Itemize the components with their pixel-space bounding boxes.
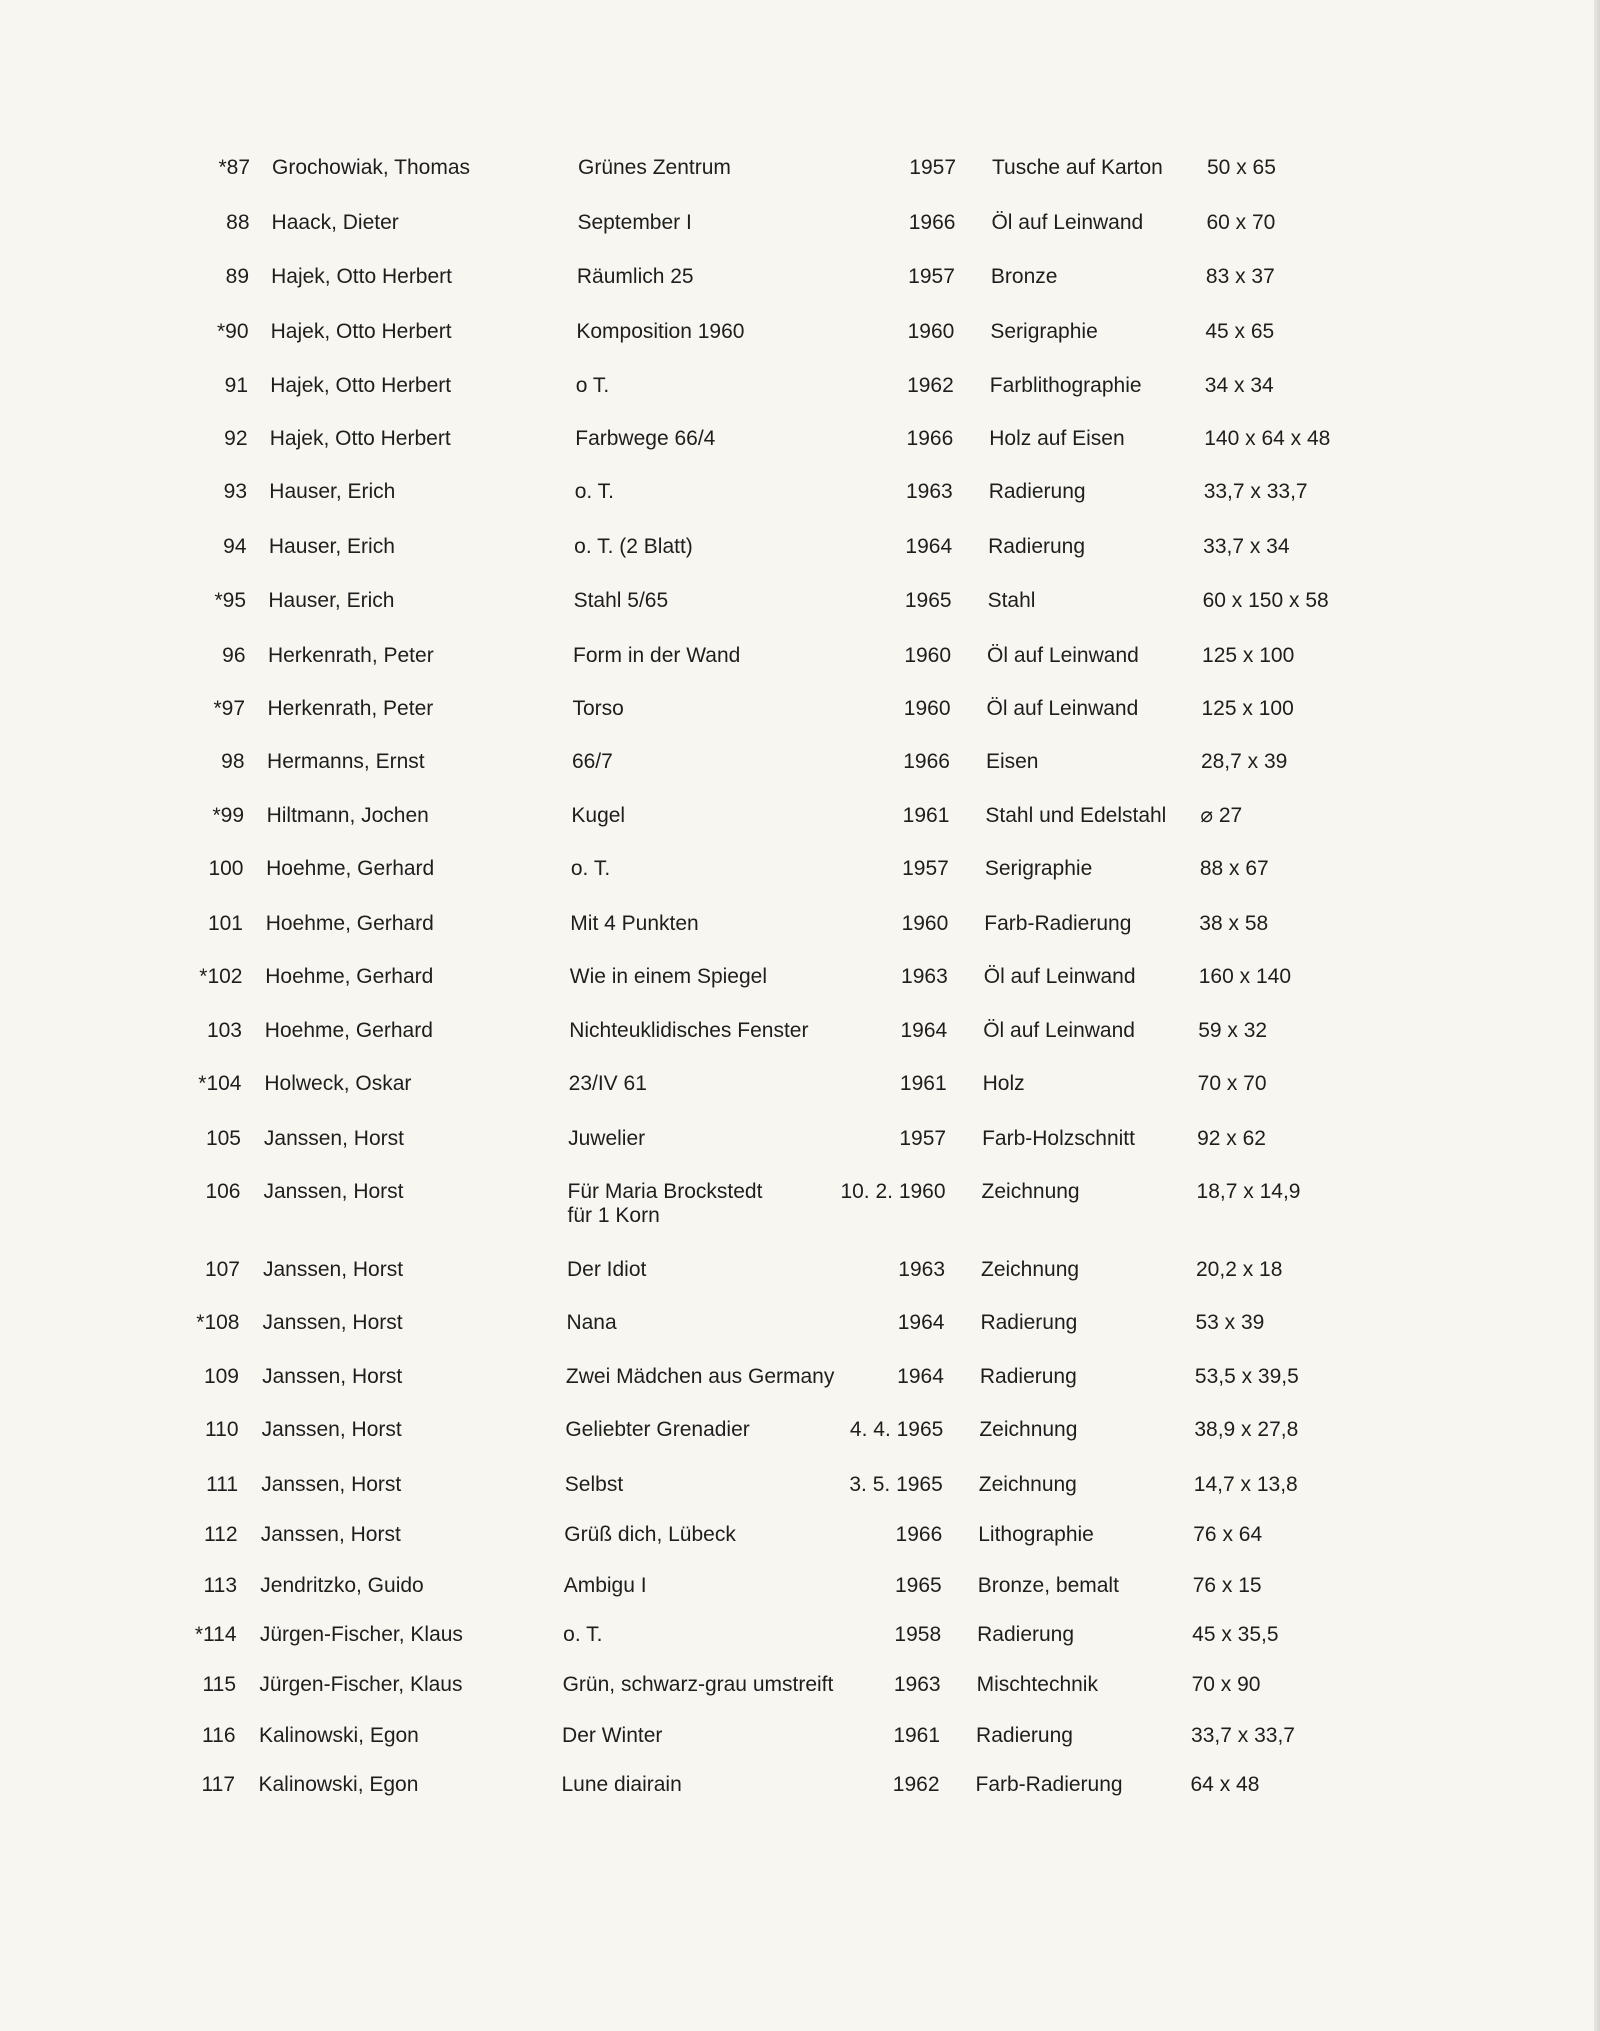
technique: Zeichnung xyxy=(981,1179,1080,1203)
catalog-entry xyxy=(0,1672,1600,1702)
artist-name: Hoehme, Gerhard xyxy=(266,857,435,881)
technique: Radierung xyxy=(977,1622,1075,1646)
dimensions: 70 x 90 xyxy=(1191,1673,1261,1697)
work-title: Stahl 5/65 xyxy=(573,589,669,613)
catalog-entry xyxy=(0,1417,1600,1447)
technique: Zeichnung xyxy=(979,1418,1078,1442)
technique: Radierung xyxy=(988,534,1086,558)
catalog-entry xyxy=(0,1772,1600,1802)
artist-name: Hauser, Erich xyxy=(268,589,395,613)
artist-name: Janssen, Horst xyxy=(260,1523,401,1547)
technique: Farb-Holzschnitt xyxy=(982,1126,1135,1150)
artist-name: Hauser, Erich xyxy=(268,534,395,558)
dimensions: 45 x 35,5 xyxy=(1192,1622,1279,1646)
catalog-entry xyxy=(0,1310,1600,1340)
artist-name: Herkenrath, Peter xyxy=(267,696,434,720)
technique: Stahl xyxy=(987,589,1036,613)
technique: Holz auf Eisen xyxy=(989,427,1125,451)
dimensions: 64 x 48 xyxy=(1190,1773,1260,1797)
catalog-entry xyxy=(0,1257,1600,1287)
artist-name: Jürgen-Fischer, Klaus xyxy=(259,1622,463,1646)
technique: Radierung xyxy=(976,1723,1073,1747)
catalog-entry xyxy=(0,749,1600,779)
dimensions: 53 x 39 xyxy=(1195,1310,1265,1334)
entry-number: 91 xyxy=(224,374,248,398)
dimensions: 20,2 x 18 xyxy=(1196,1257,1283,1281)
entry-number: *87 xyxy=(218,156,250,180)
artist-name: Janssen, Horst xyxy=(263,1179,404,1203)
work-title: 66/7 xyxy=(571,749,613,773)
entry-number: *114 xyxy=(194,1622,237,1646)
dimensions: 33,7 x 33,7 xyxy=(1203,480,1308,504)
work-title: Der Idiot xyxy=(567,1257,647,1281)
work-title: September I xyxy=(577,210,692,234)
artist-name: Janssen, Horst xyxy=(263,1126,404,1150)
dimensions: 50 x 65 xyxy=(1207,156,1276,180)
catalog-entry xyxy=(0,373,1600,403)
work-title: Selbst xyxy=(564,1472,624,1496)
technique: Bronze, bemalt xyxy=(977,1573,1119,1597)
artist-name: Janssen, Horst xyxy=(263,1257,404,1281)
artist-name: Jürgen-Fischer, Klaus xyxy=(259,1673,463,1697)
artist-name: Hajek, Otto Herbert xyxy=(269,427,451,451)
catalog-entry xyxy=(0,426,1600,456)
work-year: 1957 xyxy=(899,1126,947,1150)
entry-number: *108 xyxy=(196,1310,240,1334)
catalog-entry xyxy=(0,1472,1600,1502)
work-year: 1957 xyxy=(909,156,956,180)
work-title: Geliebter Grenadier xyxy=(565,1418,750,1442)
catalog-entry xyxy=(0,1622,1600,1652)
artist-name: Hiltmann, Jochen xyxy=(266,804,429,828)
catalog-entry xyxy=(0,964,1600,994)
work-title: Zwei Mädchen aus Germany xyxy=(565,1365,835,1389)
work-year: 1960 xyxy=(901,911,949,935)
artist-name: Hermanns, Ernst xyxy=(267,749,425,773)
entry-number: 94 xyxy=(223,534,247,558)
work-title: Grünes Zentrum xyxy=(578,156,731,180)
catalog-entry xyxy=(0,856,1600,886)
entry-number: 105 xyxy=(205,1126,241,1150)
artist-name: Hoehme, Gerhard xyxy=(265,964,434,988)
dimensions: 18,7 x 14,9 xyxy=(1196,1179,1301,1203)
work-title: Torso xyxy=(572,696,624,720)
technique: Serigraphie xyxy=(990,319,1098,343)
catalog-entry xyxy=(0,1126,1600,1156)
entry-number: 96 xyxy=(222,643,246,667)
artist-name: Holweck, Oskar xyxy=(264,1072,412,1096)
work-year: 1960 xyxy=(904,643,952,667)
work-year: 1963 xyxy=(901,964,948,988)
entry-number: 89 xyxy=(225,265,249,289)
catalog-entry xyxy=(0,155,1600,185)
dimensions: 53,5 x 39,5 xyxy=(1194,1365,1299,1389)
dimensions: 38,9 x 27,8 xyxy=(1194,1418,1299,1442)
dimensions: 160 x 140 xyxy=(1198,964,1291,988)
entry-number: 92 xyxy=(224,427,248,451)
work-title: Juwelier xyxy=(568,1126,646,1150)
work-title: Nichteuklidisches Fenster xyxy=(569,1019,809,1043)
work-year: 1962 xyxy=(907,374,954,398)
catalog-entry xyxy=(0,1018,1600,1048)
work-year: 1963 xyxy=(898,1257,945,1281)
entry-number: 107 xyxy=(204,1257,240,1281)
work-year: 1961 xyxy=(899,1072,947,1096)
work-year: 1965 xyxy=(904,589,952,613)
artist-name: Jendritzko, Guido xyxy=(260,1573,424,1597)
technique: Lithographie xyxy=(978,1523,1094,1547)
entry-number: 111 xyxy=(206,1472,238,1496)
entry-number: *99 xyxy=(212,804,244,828)
dimensions: 59 x 32 xyxy=(1198,1019,1268,1043)
work-year: 1957 xyxy=(908,265,955,289)
artist-name: Herkenrath, Peter xyxy=(267,643,434,667)
work-title: Grüß dich, Lübeck xyxy=(564,1523,736,1547)
work-title: Lune diairain xyxy=(561,1773,682,1797)
technique: Radierung xyxy=(979,1365,1077,1389)
catalog-entry xyxy=(0,479,1600,509)
work-title: Ambigu I xyxy=(563,1573,647,1597)
work-year: 1966 xyxy=(908,210,956,234)
dimensions: 33,7 x 33,7 xyxy=(1191,1723,1295,1747)
work-year: 1963 xyxy=(893,1673,941,1697)
entry-number: 117 xyxy=(201,1773,235,1797)
technique: Farb-Radierung xyxy=(984,911,1132,935)
catalog-entry xyxy=(0,1364,1600,1394)
work-year: 1957 xyxy=(902,857,949,881)
technique: Zeichnung xyxy=(981,1257,1080,1281)
dimensions: 38 x 58 xyxy=(1199,911,1269,935)
dimensions: 88 x 67 xyxy=(1199,857,1269,881)
artist-name: Hauser, Erich xyxy=(269,480,396,504)
artist-name: Haack, Dieter xyxy=(271,210,399,234)
work-year: 1966 xyxy=(903,749,950,773)
dimensions: 14,7 x 13,8 xyxy=(1193,1472,1298,1496)
entry-number: *95 xyxy=(214,589,246,613)
entry-number: *90 xyxy=(216,319,249,343)
catalog-entry xyxy=(0,1071,1600,1101)
entry-number: *102 xyxy=(199,964,243,988)
work-title: 23/IV 61 xyxy=(568,1072,647,1096)
dimensions: 125 x 100 xyxy=(1202,643,1295,667)
work-title: o. T. xyxy=(570,857,611,881)
artist-name: Janssen, Horst xyxy=(262,1310,403,1334)
work-title: o T. xyxy=(575,374,610,398)
artist-name: Kalinowski, Egon xyxy=(258,1773,419,1797)
technique: Zeichnung xyxy=(978,1472,1077,1496)
entry-number: *104 xyxy=(198,1072,242,1096)
work-year: 1964 xyxy=(905,534,953,558)
catalog-entry xyxy=(0,643,1600,673)
artist-name: Janssen, Horst xyxy=(261,1472,402,1496)
entry-number: 113 xyxy=(203,1573,237,1597)
catalog-entry xyxy=(0,210,1600,240)
work-year: 1962 xyxy=(892,1773,940,1797)
technique: Radierung xyxy=(988,480,1086,504)
catalog-entry xyxy=(0,1723,1600,1753)
work-year: 1958 xyxy=(894,1622,942,1646)
entry-number: *97 xyxy=(213,696,245,720)
dimensions: 76 x 64 xyxy=(1193,1523,1263,1547)
work-title: Form in der Wand xyxy=(573,643,741,667)
artist-name: Hoehme, Gerhard xyxy=(264,1019,433,1043)
technique: Holz xyxy=(982,1072,1025,1096)
catalog-entry xyxy=(0,319,1600,349)
work-year: 10. 2. 1960 xyxy=(840,1179,946,1203)
work-title: Grün, schwarz-grau umstreift xyxy=(562,1673,834,1697)
work-title: Der Winter xyxy=(562,1723,663,1747)
entry-number: 88 xyxy=(226,210,250,234)
catalog-entry xyxy=(0,1573,1600,1603)
work-year: 3. 5. 1965 xyxy=(849,1472,943,1496)
dimensions: 125 x 100 xyxy=(1201,696,1294,720)
work-title: Nana xyxy=(566,1310,617,1334)
catalog-entry xyxy=(0,588,1600,618)
technique: Serigraphie xyxy=(984,857,1093,881)
technique: Öl auf Leinwand xyxy=(987,643,1139,667)
technique: Stahl und Edelstahl xyxy=(985,804,1167,828)
entry-number: 100 xyxy=(208,857,244,881)
dimensions: 70 x 70 xyxy=(1197,1072,1267,1096)
dimensions: 60 x 70 xyxy=(1206,210,1276,234)
technique: Öl auf Leinwand xyxy=(983,1019,1135,1043)
work-title: Komposition 1960 xyxy=(576,319,745,343)
work-title: Farbwege 66/4 xyxy=(575,427,716,451)
technique: Radierung xyxy=(980,1310,1078,1334)
work-title: Wie in einem Spiegel xyxy=(569,964,768,988)
dimensions: ⌀ 27 xyxy=(1200,804,1243,828)
dimensions: 45 x 65 xyxy=(1205,319,1275,343)
artist-name: Janssen, Horst xyxy=(262,1365,403,1389)
work-year: 1960 xyxy=(903,696,951,720)
work-title-line2: für 1 Korn xyxy=(567,1203,660,1227)
catalog-entry xyxy=(0,1522,1600,1552)
entry-number: 106 xyxy=(205,1179,241,1203)
technique: Farblithographie xyxy=(989,374,1142,398)
catalog-entry xyxy=(0,1179,1600,1227)
work-year: 1964 xyxy=(897,1365,944,1389)
technique: Tusche auf Karton xyxy=(992,156,1163,180)
dimensions: 34 x 34 xyxy=(1204,374,1274,398)
work-title: Kugel xyxy=(571,804,626,828)
artist-name: Hajek, Otto Herbert xyxy=(270,319,452,343)
artist-name: Hoehme, Gerhard xyxy=(265,911,434,935)
work-year: 1964 xyxy=(897,1310,945,1334)
work-title: Für Maria Brockstedt xyxy=(567,1179,763,1203)
artist-name: Hajek, Otto Herbert xyxy=(270,374,452,398)
work-year: 1965 xyxy=(894,1573,942,1597)
technique: Öl auf Leinwand xyxy=(986,696,1139,720)
artist-name: Janssen, Horst xyxy=(261,1418,402,1442)
entry-number: 98 xyxy=(221,749,245,773)
dimensions: 33,7 x 34 xyxy=(1203,534,1290,558)
work-title: Räumlich 25 xyxy=(576,265,694,289)
artist-name: Grochowiak, Thomas xyxy=(272,156,471,180)
technique: Öl auf Leinwand xyxy=(991,210,1144,234)
artist-name: Kalinowski, Egon xyxy=(258,1723,419,1747)
technique: Eisen xyxy=(985,749,1039,773)
entry-number: 112 xyxy=(204,1523,238,1547)
work-year: 1966 xyxy=(895,1523,943,1547)
entry-number: 115 xyxy=(202,1673,236,1697)
dimensions: 83 x 37 xyxy=(1205,265,1275,289)
work-title: o. T. xyxy=(574,480,614,504)
catalog-entry xyxy=(0,696,1600,726)
technique: Öl auf Leinwand xyxy=(983,964,1136,988)
work-year: 4. 4. 1965 xyxy=(849,1418,944,1442)
artist-name: Hajek, Otto Herbert xyxy=(271,265,452,289)
work-year: 1963 xyxy=(905,480,953,504)
work-year: 1961 xyxy=(893,1723,941,1747)
dimensions: 140 x 64 x 48 xyxy=(1204,427,1331,451)
catalog-entry xyxy=(0,534,1600,564)
catalog-entry xyxy=(0,803,1600,833)
entry-number: 101 xyxy=(207,911,243,935)
dimensions: 60 x 150 x 58 xyxy=(1202,589,1329,613)
work-year: 1961 xyxy=(902,804,950,828)
dimensions: 28,7 x 39 xyxy=(1200,749,1288,773)
dimensions: 76 x 15 xyxy=(1192,1573,1262,1597)
entry-number: 110 xyxy=(205,1418,239,1442)
entry-number: 103 xyxy=(206,1019,242,1043)
technique: Mischtechnik xyxy=(976,1673,1098,1697)
work-year: 1966 xyxy=(906,427,954,451)
dimensions: 92 x 62 xyxy=(1197,1126,1266,1150)
work-year: 1960 xyxy=(907,319,955,343)
technique: Bronze xyxy=(990,265,1058,289)
work-title: o. T. (2 Blatt) xyxy=(574,534,693,558)
technique: Farb-Radierung xyxy=(975,1773,1123,1797)
work-year: 1964 xyxy=(900,1019,948,1043)
entry-number: 93 xyxy=(223,480,247,504)
work-title: o. T. xyxy=(563,1622,603,1646)
catalog-entry xyxy=(0,264,1600,294)
entry-number: 116 xyxy=(202,1723,236,1747)
work-title: Mit 4 Punkten xyxy=(570,911,699,935)
entry-number: 109 xyxy=(203,1365,239,1389)
catalog-entry xyxy=(0,911,1600,941)
